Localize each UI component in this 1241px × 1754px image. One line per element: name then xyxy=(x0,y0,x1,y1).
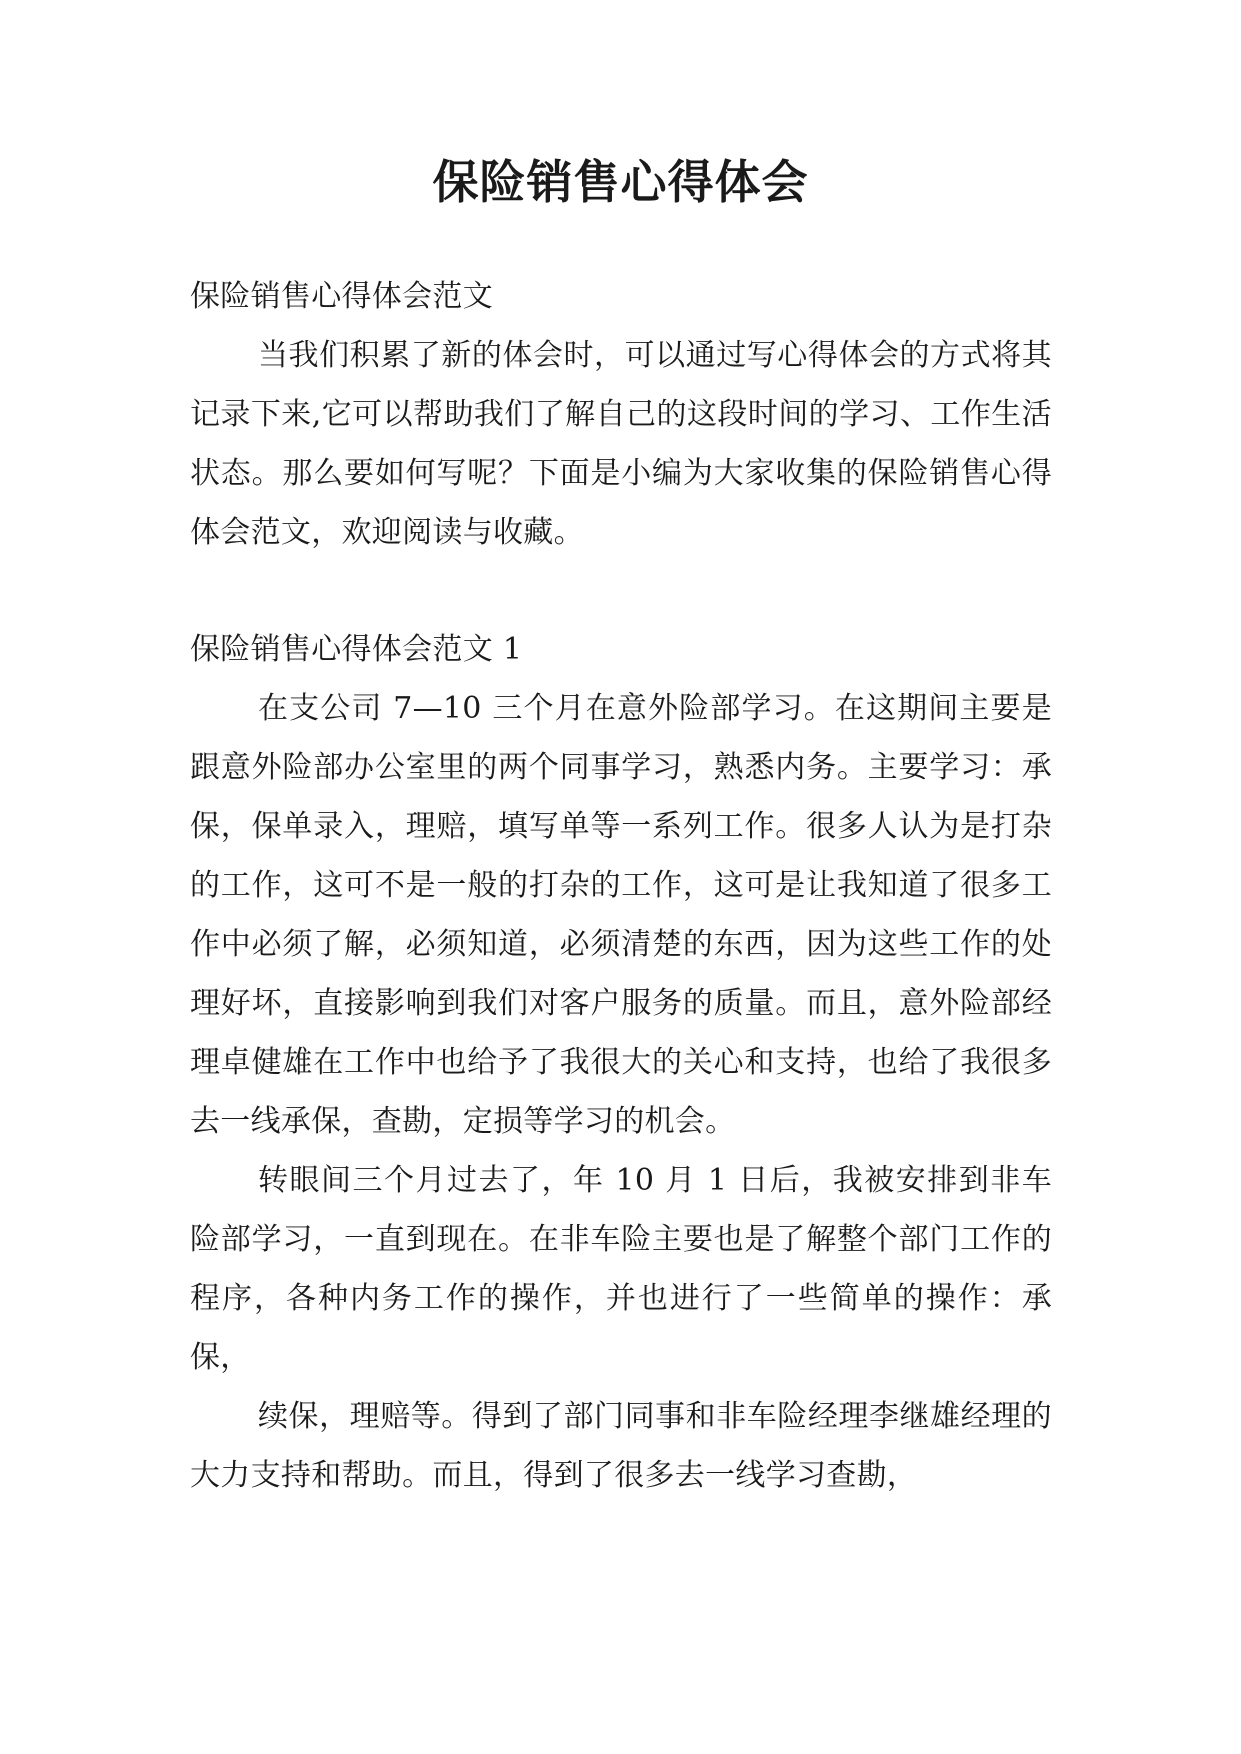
essay-section xyxy=(190,620,1052,1505)
document-title: 保险销售心得体会 xyxy=(432,155,809,209)
intro-heading: 保险销售心得体会范文 xyxy=(190,279,493,314)
intro-section xyxy=(190,267,1052,562)
essay-heading: 保险销售心得体会范文 1 xyxy=(190,632,523,667)
essay-paragraph: 续保，理赔等。得到了部门同事和非车险经理李继雄经理的大力支持和帮助。而且，得到了很多去一线学习查勘， xyxy=(190,1399,1052,1493)
essay-paragraph: 转眼间三个月过去了，年 10 月 1 日后，我被安排到非车险部学习，一直到现在。在非车险主要也是了解整个部门工作的程序，各种内务工作的操作，并也进行了一些简单的操作：承保， xyxy=(190,1163,1052,1375)
essay-paragraph: 在支公司 7—10 三个月在意外险部学习。在这期间主要是跟意外险部办公室里的两个同事学习，熟悉内务。主要学习：承保，保单录入，理赔，填写单等一系列工作。很多人认为是打杂的工作，这可不是一般的打杂的工作，这可是让我知道了很多工作中必须了解，必须知道，必须清楚的东西，因为这些工作的处理好坏，直接影响到我们对客户服务的质量。而且，意外险部经理卓健雄在工作中也给予了我很大的关心和支持，也给了我很多去一线承保，查勘，定损等学习的机会。 xyxy=(190,691,1052,1139)
intro-paragraph: 当我们积累了新的体会时，可以通过写心得体会的方式将其记录下来,它可以帮助我们了解自己的这段时间的学习、工作生活状态。那么要如何写呢？下面是小编为大家收集的保险销售心得体会范文，欢迎阅读与收藏。 xyxy=(190,338,1052,550)
